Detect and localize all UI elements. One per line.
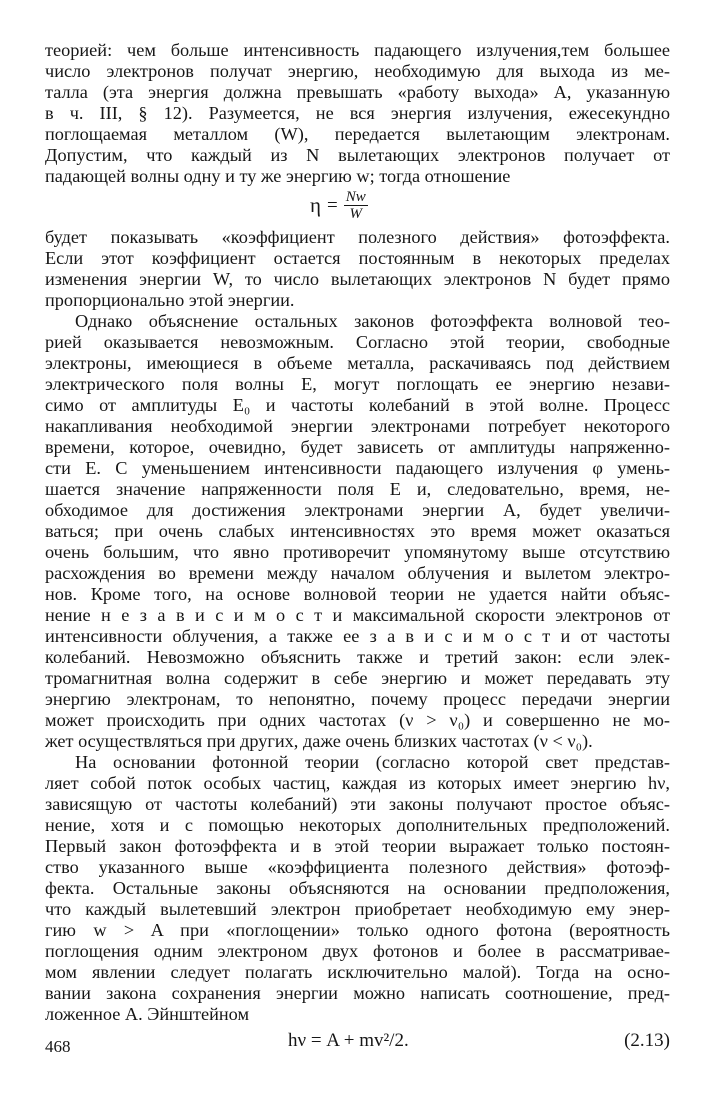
text-line: колебаний. Невозможно объяснить также и третий закон: если элек-	[45, 647, 670, 667]
text-line: электрического поля волны E, могут поглощать ее энергию незави-	[45, 374, 670, 394]
text-line: электроны, имеющиеся в объеме металла, раскачиваясь под действием	[45, 353, 670, 373]
formula-fraction	[344, 189, 368, 222]
text-line: пропорционально этой энергии.	[45, 290, 295, 310]
text-line: Первый закон фотоэффекта и в этой теории выражает только постоян-	[45, 836, 670, 856]
formula-numerator: Nw	[345, 189, 366, 205]
text-line: симо от амплитуды E₀ и частоты колебаний в этой волне. Процесс	[45, 395, 670, 415]
text-line: нение н е з а в и с и м о с т и максимальной скорости электронов от	[45, 605, 670, 625]
text-line: Допустим, что каждый из N вылетающих электронов получает от	[45, 145, 670, 165]
formula-denominator: W	[349, 206, 362, 222]
text-line: Если этот коэффициент остается постоянным в некоторых пределах	[45, 248, 670, 268]
formula-equals: =	[326, 194, 338, 216]
paragraph-continuation	[45, 40, 670, 187]
formula-eta: η	[310, 193, 321, 217]
page-number: 468	[45, 1037, 71, 1056]
efficiency-formula	[45, 187, 670, 227]
text-line: фекта. Остальные законы объясняются на основании предположения,	[45, 878, 670, 898]
text-line: число электронов получат энергию, необходимую для выхода из ме-	[45, 61, 670, 81]
text-line: рией оказывается невозможным. Согласно этой теории, свободные	[45, 332, 670, 352]
paragraph-efficiency	[45, 227, 670, 311]
text-line: будет показывать «коэффициент полезного действия» фотоэффекта.	[45, 227, 670, 247]
text-line: ваться; при очень слабых интенсивностях это время может оказаться	[45, 521, 670, 541]
text-line: энергию электронам, то непонятно, почему процесс передачи энергии	[45, 689, 670, 709]
text-line: времени, которое, очевидно, будет зависеть от амплитуды напряженно-	[45, 437, 670, 457]
text-line: ство указанного выше «коэффициента полезного действия» фотоэф-	[45, 857, 670, 877]
text-line: что каждый вылетевший электрон приобретает необходимую ему энер-	[45, 899, 670, 919]
text-line: обходимое для достижения электронами энергии A, будет увеличи-	[45, 500, 670, 520]
paragraph-wave-theory	[45, 311, 670, 752]
text-line: ляет собой поток особых частиц, каждая из которых имеет энергию hν,	[45, 773, 670, 793]
text-line: На основании фотонной теории (согласно которой свет представ-	[75, 752, 670, 772]
text-line: изменения энергии W, то число вылетающих электронов N будет прямо	[45, 269, 670, 289]
text-line: поглощения одним электроном двух фотонов и более в рассматривае-	[45, 941, 670, 961]
text-line: мом явлении следует полагать исключительно малой). Тогда на осно-	[45, 962, 670, 982]
text-line: может происходить при одних частотах (ν > ν₀) и совершенно не мо-	[45, 710, 670, 730]
text-line: поглощаемая металлом (W), передается вылетающим электронам.	[45, 124, 670, 144]
text-line: зависящую от частоты колебаний) эти законы получают простое объяс-	[45, 794, 670, 814]
text-line: интенсивности облучения, а также ее з а в и с и м о с т и от частоты	[45, 626, 670, 646]
text-line: тромагнитная волна содержит в себе энергию и может передавать эту	[45, 668, 670, 688]
paragraph-photon-theory	[45, 752, 670, 1025]
text-line: талла (эта энергия должна превышать «работу выхода» A, указанную	[45, 82, 670, 102]
text-line: жет осуществляться при других, даже очень близких частотах (ν < ν₀).	[45, 731, 593, 751]
text-line: нение, хотя и с помощью некоторых дополнительных предположений.	[45, 815, 670, 835]
equation-number: (2.13)	[624, 1030, 670, 1051]
text-line: шается значение напряженности поля E и, следовательно, время, не-	[45, 479, 670, 499]
text-line: гию w > A при «поглощении» только одного фотона (вероятность	[45, 920, 670, 940]
page-body	[45, 40, 670, 1056]
text-line: накапливания необходимой энергии электронами потребует некоторого	[45, 416, 670, 436]
einstein-equation	[45, 1028, 670, 1056]
text-line: очень большим, что явно противоречит упомянутому выше отсутствию	[45, 542, 670, 562]
text-line: расхождения во времени между началом облучения и вылетом электро-	[45, 563, 670, 583]
text-line: ложенное А. Эйнштейном	[45, 1004, 250, 1024]
text-line: в ч. III, § 12). Разумеется, не вся энергия излучения, ежесекундно	[45, 103, 670, 123]
text-line: Однако объяснение остальных законов фотоэффекта волновой тео-	[75, 311, 670, 331]
text-line: теорией: чем больше интенсивность падающего излучения,тем большее	[45, 40, 670, 60]
text-line: нов. Кроме того, на основе волновой теории не удается найти объяс-	[45, 584, 670, 604]
text-line: сти E. С уменьшением интенсивности падающего излучения φ умень-	[45, 458, 670, 478]
text-line: вании закона сохранения энергии можно написать соотношение, пред-	[45, 983, 670, 1003]
text-line: падающей волны одну и ту же энергию w; тогда отношение	[45, 166, 511, 186]
equation-body: hν = A + mv²/2.	[288, 1030, 409, 1051]
